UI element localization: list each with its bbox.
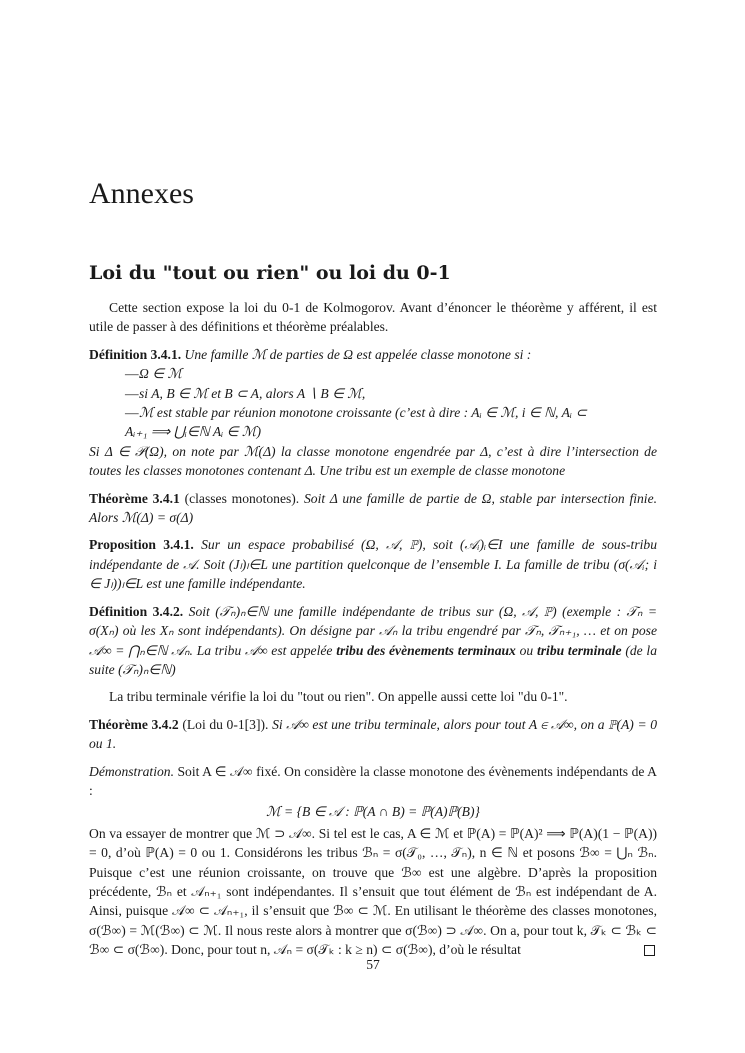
definition-1-after: Si Δ ∈ 𝒫(Ω), on note par ℳ(Δ) la classe monotone engendrée par Δ, c’est à dire l’intersection de toutes les classes monotones contenant Δ. Une tribu est un exemple de classe monotone (89, 443, 657, 479)
theorem-2 (89, 715, 657, 754)
theorem-2-text: Si 𝒜∞ est une tribu terminale, alors pour tout A ∈ 𝒜∞, on a ℙ(A) = 0 ou 1. (89, 716, 658, 752)
list-item: —si A, B ∈ ℳ et B ⊂ A, alors A ∖ B ∈ ℳ, (125, 385, 366, 401)
proposition-1-label: Proposition 3.4.1. (89, 537, 194, 553)
theorem-1-name: (classes monotones). (184, 490, 300, 506)
page-number: 57 (366, 957, 380, 972)
proposition-1 (89, 535, 657, 593)
chapter-title: Annexes (89, 177, 194, 210)
definition-1 (89, 345, 657, 364)
definition-1-list (89, 364, 657, 442)
definition-2-term-1: tribu des évènements terminaux (336, 642, 516, 658)
definition-2-text: Soit (𝒯ₙ)ₙ∈ℕ une famille indépendante de tribus sur (Ω, 𝒜, ℙ) (exemple : 𝒯ₙ = σ(Xₙ) où les Xₙ sont indépendants). On désigne par 𝒜ₙ la tribu engendré par 𝒯ₙ, 𝒯ₙ₊₁, … et on pose 𝒜∞ = ⋂ₙ∈ℕ 𝒜ₙ. La tribu 𝒜∞ est appelée (89, 603, 657, 658)
list-item-continuation: Aᵢ₊₁ ⟹ ⋃ᵢ∈ℕ Aᵢ ∈ ℳ) (125, 424, 261, 440)
list-item: —Ω ∈ ℳ (125, 366, 183, 382)
page (89, 0, 657, 1053)
proof (89, 762, 657, 801)
proof-body: On va essayer de montrer que ℳ ⊃ 𝒜∞. Si tel est le cas, A ∈ ℳ et ℙ(A) = ℙ(A)² ⟹ ℙ(A)(1 − ℙ(A)) = 0, d’où ℙ(A) = 0 ou 1. Considérons les tribus ℬₙ = σ(𝒯₀, …, 𝒯ₙ), n ∈ ℕ et posons ℬ∞ = ⋃ₙ ℬₙ. Puisque c’est une réunion croissante, on trouve que ℬ∞ est une algèbre. D’après la proposition précédente, ℬₙ et 𝒜ₙ₊₁ sont indépendantes. Il s’ensuit que tout élément de ℬₙ est indépendant de A. Ainsi, puisque 𝒜∞ ⊂ 𝒜ₙ₊₁, il s’ensuit que ℬ∞ ⊂ ℳ. En utilisant le théorème des classes monotones, σ(ℬ∞) = ℳ(ℬ∞) ⊂ ℳ. Il nous reste alors à montrer que σ(ℬ∞) ⊃ 𝒜∞. On a, pour tout k, 𝒯ₖ ⊂ ℬₖ ⊂ ℬ∞ ⊂ σ(ℬ∞). Donc, pour tout n, 𝒜ₙ = σ(𝒯ₖ : k ≥ n) ⊂ σ(ℬ∞), d’où le résultat (89, 825, 657, 958)
definition-2: Définition 3.4.2. Soit (𝒯ₙ)ₙ∈ℕ une famille indépendante de tribus sur (Ω, 𝒜, ℙ) (exemple : 𝒯ₙ = σ(Xₙ) où les Xₙ sont indépendants). On désigne par 𝒜ₙ la tribu engendré par 𝒯ₙ, 𝒯ₙ₊₁, … et on pose 𝒜∞ = ⋂ₙ∈ℕ 𝒜ₙ. La tribu 𝒜∞ est appelée tribu des évènements terminaux ou tribu terminale (de la suite (𝒯ₙ)ₙ∈ℕ) (89, 603, 658, 677)
definition-2-term-2: tribu terminale (536, 642, 622, 658)
intro-paragraph: Cette section expose la loi du 0-1 de Kolmogorov. Avant d’énoncer le théorème y afférent, il est utile de passer à des définitions et théorème préalables. (89, 300, 657, 335)
main-text (89, 298, 657, 960)
theorem-2-label: Théorème 3.4.2 (89, 716, 179, 732)
qed-square-icon (644, 945, 655, 956)
display-equation: ℳ = {B ∈ 𝒜 : ℙ(A ∩ B) = ℙ(A)ℙ(B)} (266, 804, 480, 820)
definition-1-label: Définition 3.4.1. (89, 346, 182, 362)
definition-1-text: Une famille ℳ de parties de Ω est appelée classe monotone si : (184, 346, 532, 362)
note-paragraph: La tribu terminale vérifie la loi du "tout ou rien". On appelle aussi cette loi "du 0-1". (109, 689, 568, 705)
theorem-1 (89, 489, 657, 528)
theorem-2-name: (Loi du 0-1[3]). (182, 716, 269, 732)
theorem-1-label: Théorème 3.4.1 (89, 490, 180, 506)
proof-label: Démonstration. (89, 763, 174, 779)
definition-2-label: Définition 3.4.2. (89, 603, 184, 619)
proposition-1-text: Sur un espace probabilisé (Ω, 𝒜, ℙ), soit (𝒜ᵢ)ᵢ∈I une famille de sous-tribu indépendante de 𝒜. Soit (Jₗ)ₗ∈L une partition quelconque de l’ensemble I. La famille de tribu (σ(𝒜ᵢ; i ∈ Jₗ))ₗ∈L est une famille indépendante. (89, 537, 657, 592)
proof-intro: Soit A ∈ 𝒜∞ fixé. On considère la classe monotone des évènements indépendants de A : (89, 763, 657, 798)
list-item: —ℳ est stable par réunion monotone croissante (c’est à dire : Aᵢ ∈ ℳ, i ∈ ℕ, Aᵢ ⊂ (125, 405, 587, 421)
theorem-1-text: Soit Δ une famille de partie de Ω, stable par intersection finie. Alors ℳ(Δ) = σ(Δ) (89, 490, 658, 526)
section-title: Loi du "tout ou rien" ou loi du 0-1 (89, 262, 451, 284)
